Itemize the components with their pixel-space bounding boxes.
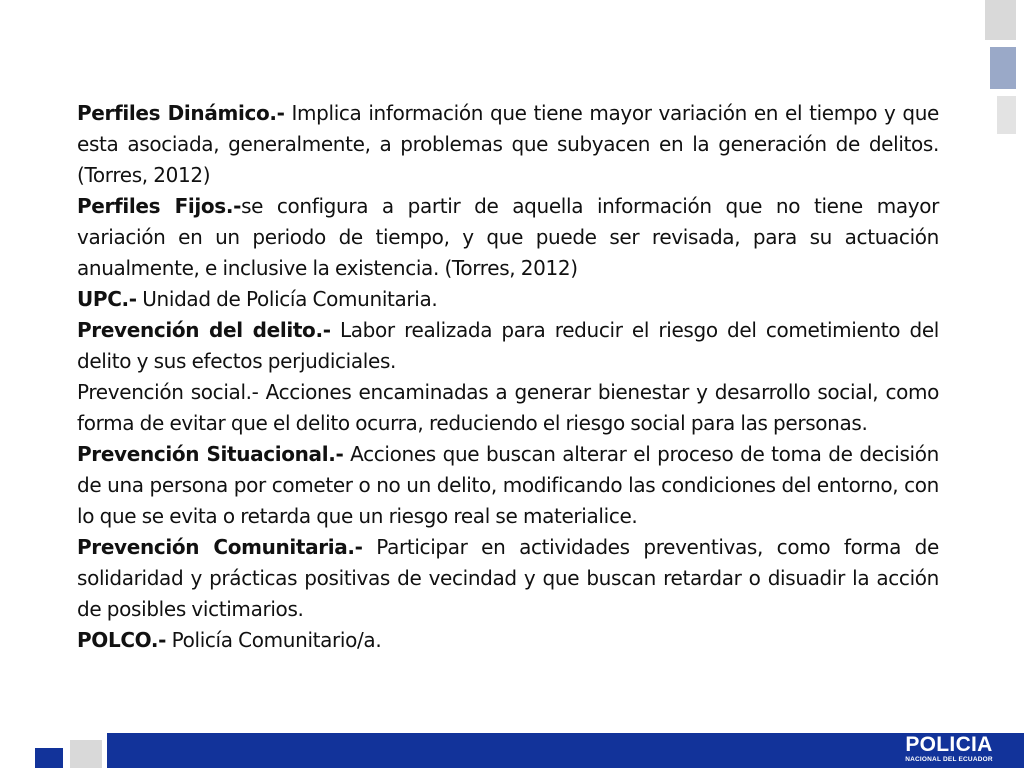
- definition-term: Perfiles Fijos.-: [77, 194, 242, 218]
- definition-text: Policía Comunitario/a.: [166, 628, 382, 652]
- definition-item: [77, 191, 939, 284]
- definition-item: [77, 377, 939, 439]
- definition-text: Prevención social.- Acciones encaminadas a generar bienestar y desarrollo social, como forma de evitar que el delito ocurra, reduciendo el riesgo social para las personas.: [77, 380, 939, 435]
- definition-term: POLCO.-: [77, 628, 167, 652]
- definition-term: Prevención Comunitaria.-: [77, 535, 363, 559]
- brand-name: POLICIA: [905, 733, 993, 756]
- definition-item: [77, 532, 939, 625]
- definition-term: Perfiles Dinámico.-: [77, 101, 285, 125]
- police-logo: [890, 734, 1008, 764]
- definition-item: [77, 98, 939, 191]
- definition-item: [77, 315, 939, 377]
- definition-item: [77, 284, 939, 315]
- definition-text: Unidad de Policía Comunitaria.: [136, 287, 438, 311]
- definition-text: se configura a partir de aquella información que no tiene mayor variación en un periodo de tiempo, y que puede ser revisada, para su actuación anualmente, e inclusive la existencia. (Torres, 2012): [77, 194, 939, 280]
- brand-subtitle: NACIONAL DEL ECUADOR: [905, 756, 993, 763]
- definition-text: Acciones que buscan alterar el proceso de toma de decisión de una persona por cometer o no un delito, modificando las condiciones del entorno, con lo que se evita o retarda que un riesgo real se materialice.: [77, 442, 939, 528]
- corner-square-1: [985, 0, 1016, 40]
- corner-square-2: [990, 47, 1016, 89]
- definitions-list: [77, 98, 939, 656]
- corner-square-3: [997, 96, 1016, 134]
- definition-term: Prevención del delito.-: [77, 318, 331, 342]
- definition-text: Participar en actividades preventivas, como forma de solidaridad y prácticas positivas de vecindad y que buscan retardar o disuadir la acción de posibles victimarios.: [77, 535, 939, 621]
- definition-item: [77, 439, 939, 532]
- definition-term: UPC.-: [77, 287, 137, 311]
- footer-square-gray: [70, 740, 102, 768]
- definition-item: [77, 625, 939, 656]
- definition-term: Prevención Situacional.-: [77, 442, 344, 466]
- definition-text: Labor realizada para reducir el riesgo del cometimiento del delito y sus efectos perjudiciales.: [77, 318, 939, 373]
- footer-bar: [107, 733, 1024, 768]
- definition-text: Implica información que tiene mayor variación en el tiempo y que esta asociada, generalmente, a problemas que subyacen en la generación de delitos. (Torres, 2012): [77, 101, 939, 187]
- footer-square-blue: [35, 748, 63, 768]
